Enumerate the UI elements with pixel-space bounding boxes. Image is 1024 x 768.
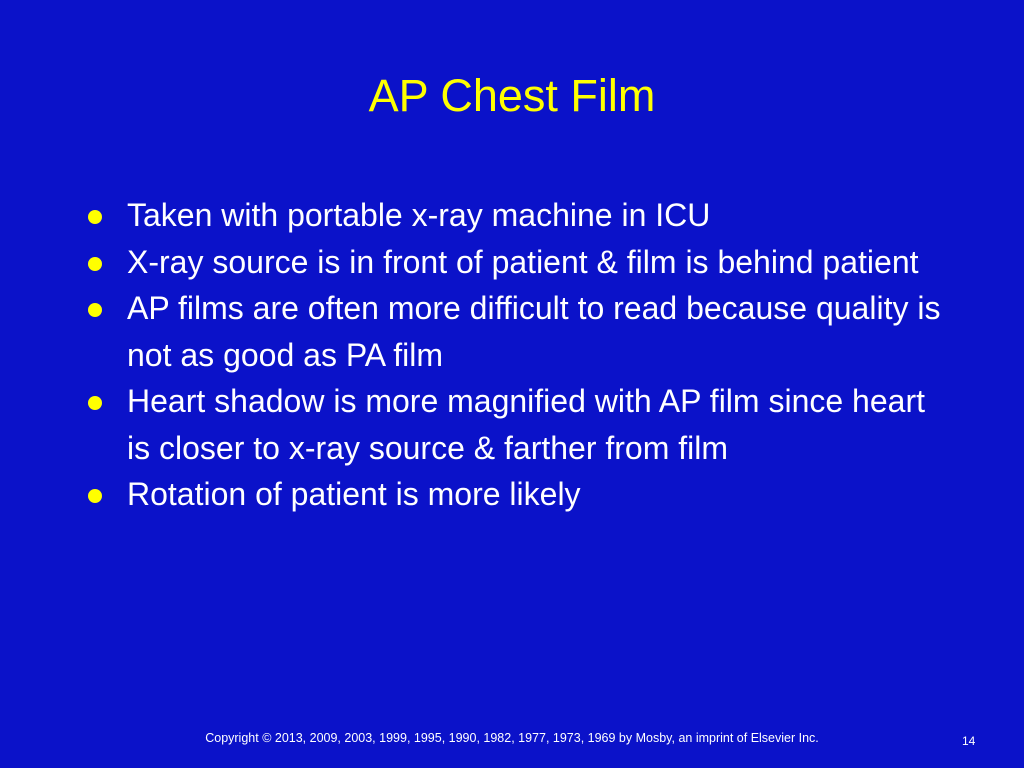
bullet-icon: [88, 303, 102, 317]
slide-footer: [0, 729, 1024, 749]
bullet-item: [86, 285, 946, 378]
bullet-list: [86, 192, 946, 518]
bullet-item: [86, 239, 946, 286]
copyright-notice: Copyright © 2013, 2009, 2003, 1999, 1995, 1990, 1982, 1977, 1973, 1969 by Mosby, an imprint of Elsevier Inc.: [205, 731, 819, 745]
bullet-text: Taken with portable x-ray machine in ICU: [127, 197, 711, 233]
bullet-item: [86, 192, 946, 239]
bullet-icon: [88, 210, 102, 224]
page-number: 14: [962, 734, 976, 748]
bullet-text: Heart shadow is more magnified with AP film since heart is closer to x-ray source & farther from film: [127, 383, 925, 466]
bullet-text: AP films are often more difficult to read because quality is not as good as PA film: [127, 290, 941, 373]
bullet-text: Rotation of patient is more likely: [127, 476, 581, 512]
bullet-text: X-ray source is in front of patient & film is behind patient: [127, 243, 919, 280]
bullet-item: [86, 471, 946, 518]
bullet-icon: [88, 489, 102, 503]
slide-title: AP Chest Film: [368, 70, 656, 121]
bullet-item: [86, 378, 946, 471]
bullet-icon: [88, 396, 102, 410]
bullet-icon: [88, 257, 102, 271]
